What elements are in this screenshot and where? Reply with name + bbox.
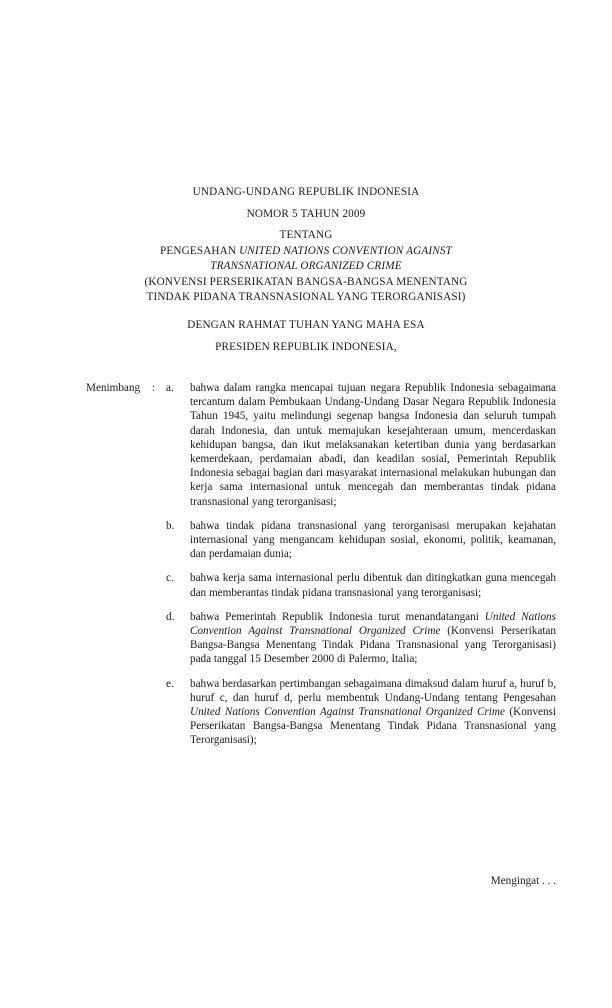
consideration-text-b: bahwa tindak pidana transnasional yang terorganisasi merupakan kejahatan internasional yang mengancam kehidupan sosial, ekonomi, politik, keamanan, dan perdamaian dunia;: [190, 519, 556, 561]
consideration-text-d: [190, 610, 556, 667]
consideration-marker-b: b.: [166, 519, 175, 532]
italic-run: United Nations Convention Against Transnational Organized Crime: [190, 610, 556, 638]
consideration-text-c: bahwa kerja sama internasional perlu dibentuk dan ditingkatkan guna mencegah dan memberantas tindak pidana transnasional yang terorganisasi;: [190, 572, 556, 599]
page-catchword: Mengingat . . .: [490, 875, 556, 887]
title-translation-line-1: (KONVENSI PERSERIKATAN BANGSA-BANGSA MENENTANG: [144, 275, 468, 288]
considerations-label: Menimbang: [86, 382, 141, 394]
consideration-marker-e: e.: [166, 677, 174, 690]
title-convention-name-part2: TRANSNATIONAL ORGANIZED CRIME: [210, 260, 402, 272]
text-run: (Konvensi Perserikatan Bangsa-Bangsa Menentang Tindak Pidana Transnasional yang Terorganisasi) pada tanggal 15 Desember 2000 di Palermo, Italia;: [190, 625, 556, 666]
document-subheading-block: [56, 318, 556, 355]
title-number-year: NOMOR 5 TAHUN 2009: [246, 207, 366, 220]
subheading-president: PRESIDEN REPUBLIK INDONESIA,: [215, 340, 397, 353]
subheading-blessing: DENGAN RAHMAT TUHAN YANG MAHA ESA: [187, 319, 425, 331]
text-run: (Konvensi Perserikatan Bangsa-Bangsa Menentang Tindak Pidana Transnasional yang Terorganisasi);: [190, 706, 557, 747]
consideration-item-e: [86, 677, 556, 748]
title-law-type: UNDANG-UNDANG REPUBLIK INDONESIA: [192, 186, 420, 198]
considerations-colon: :: [152, 382, 156, 394]
title-translation-line-2: TINDAK PIDANA TRANSNASIONAL YANG TERORGANISASI): [146, 291, 466, 303]
title-about-label: TENTANG: [279, 229, 333, 241]
consideration-item-b: [86, 519, 556, 562]
consideration-marker-d: d.: [166, 610, 175, 623]
title-subject-prefix: PENGESAHAN: [160, 244, 240, 257]
consideration-text-a: bahwa dalam rangka mencapai tujuan negara Republik Indonesia sebagaimana tercantum dalam Pembukaan Undang-Undang Dasar Negara Republik Indonesia Tahun 1945, yaitu melindungi segenap bangsa Indonesia dan seluruh tumpah darah Indonesia, dan untuk memajukan kesejahteraan umum, mencerdaskan kehidupan bangsa, dan ikut melaksanakan ketertiban dunia yang berdasarkan kemerdekaan, perdamaian abadi, dan keadilan sosial, Pemerintah Republik Indonesia sebagai bagian dari masyarakat internasional melakukan hubungan dan kerja sama internasional untuk mencegah dan memberantas tindak pidana transnasional yang terorganisasi;: [190, 382, 556, 508]
title-convention-name-part1: UNITED NATIONS CONVENTION AGAINST: [239, 244, 452, 257]
consideration-marker-c: c.: [166, 572, 174, 585]
consideration-item-a: [86, 381, 556, 509]
text-run: bahwa berdasarkan pertimbangan sebagaimana dimaksud dalam huruf a, huruf b, huruf c, dan huruf d, perlu membentuk Undang-Undang tentang Pengesahan: [190, 677, 556, 704]
document-title-block: [56, 185, 556, 306]
text-run: bahwa Pemerintah Republik Indonesia turut menandatangani: [190, 610, 485, 623]
consideration-text-e: [190, 677, 556, 748]
italic-run: United Nations Convention Against Transnational Organized Crime: [190, 706, 505, 719]
consideration-marker-a: a.: [166, 382, 174, 394]
title-subject-line-1: [56, 244, 556, 260]
considerations-section: [86, 381, 556, 748]
consideration-item-d: [86, 610, 556, 667]
consideration-item-c: [86, 571, 556, 599]
